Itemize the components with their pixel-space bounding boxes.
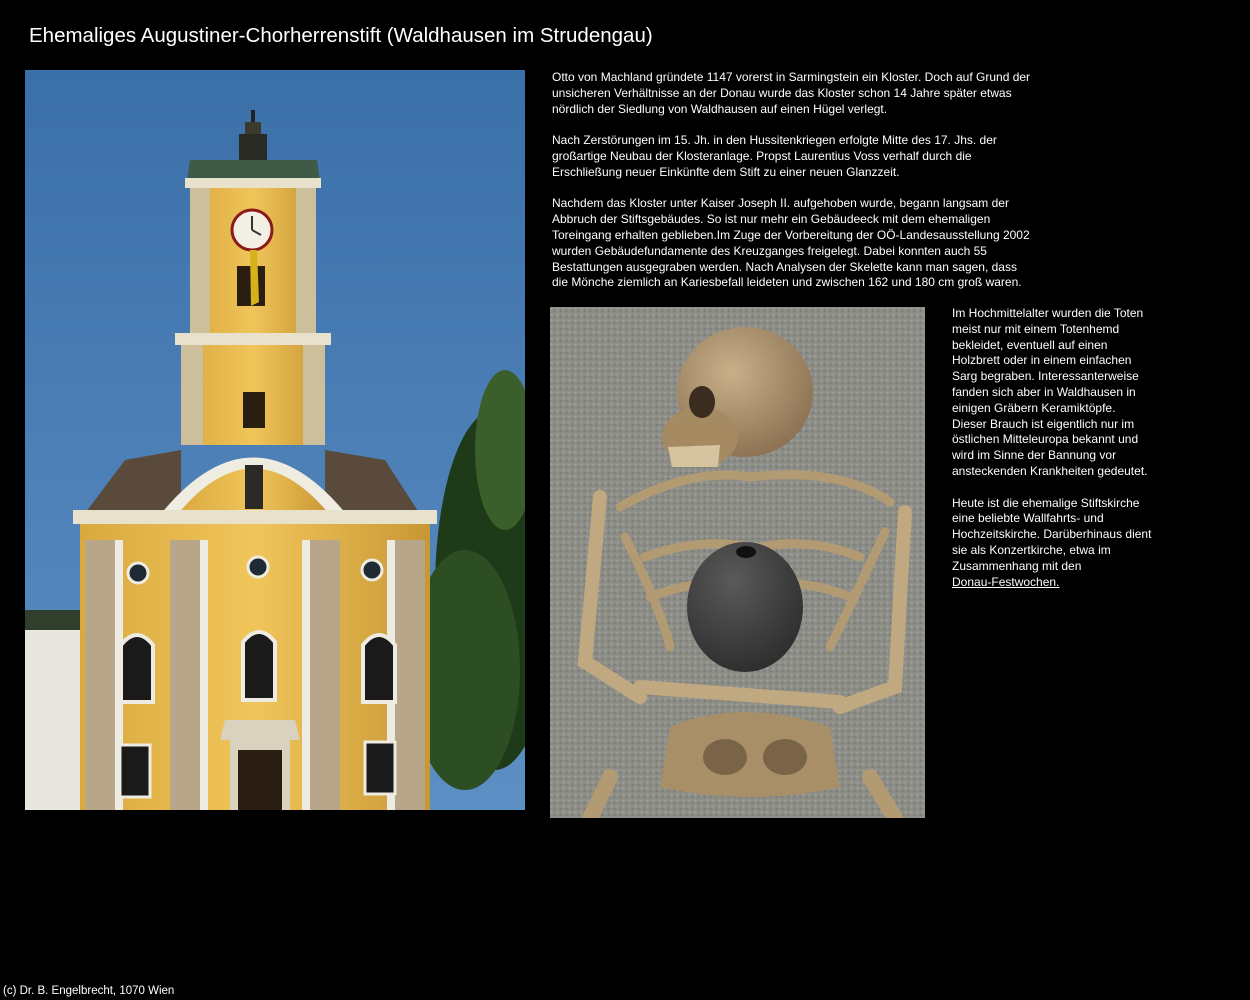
donau-festwochen-link[interactable]: Donau-Festwochen.	[952, 574, 1060, 589]
intro-text	[552, 70, 1032, 307]
intro-paragraph-3: Nachdem das Kloster unter Kaiser Joseph II. aufgehoben wurde, begann langsam der Abbruch der Stiftsgebäudes. So ist nur mehr ein Gebäudeeck mit dem ehemaligen Toreingang erhalten geblieben.Im Zuge der Vorbereitung der OÖ-Landesausstellung 2002 wurden Gebäudefundamente des Kreuzganges freigelegt. Dabei konnten auch 55 Bestattungen ausgegraben werden. Nach Analysen der Skelette kann man sagen, dass die Mönche ziemlich an Kariesbefall leideten und zwischen 162 und 180 cm groß waren.	[552, 196, 1030, 290]
intro-paragraph-1: Otto von Machland gründete 1147 vorerst in Sarmingstein ein Kloster. Doch auf Grund der unsicheren Verhältnisse an der Donau wurde das Kloster schon 14 Jahre später etwas nördlich der Siedlung von Waldhausen auf einen Hügel verlegt.	[552, 70, 1031, 116]
side-paragraph-1: Im Hochmittelalter wurden die Toten meist nur mit einem Totenhemd bekleidet, eventuell auf einen Holzbrett oder in einem einfachen Sarg begraben. Interessanterweise fanden sich aber in Waldhausen in einigen Gräbern Keramiktöpfe. Dieser Brauch ist eigentlich nur im östlichen Mitteleuropa bekannt und wird im Sinne der Bannung vor ansteckenden Krankheiten gedeutet.	[952, 306, 1148, 478]
side-paragraph-2	[952, 496, 1152, 591]
page-title: Ehemaliges Augustiner-Chorherrenstift (Waldhausen im Strudengau)	[29, 24, 653, 47]
copyright-notice: (c) Dr. B. Engelbrecht, 1070 Wien	[3, 985, 175, 997]
intro-paragraph-2: Nach Zerstörungen im 15. Jh. in den Hussitenkriegen erfolgte Mitte des 17. Jhs. der großartige Neubau der Klosteranlage. Propst Laurentius Voss verhalf durch die Erschließung neuer Einkünfte dem Stift zu einer neuen Glanzzeit.	[552, 133, 997, 179]
church-photo	[25, 70, 525, 810]
skeleton-photo	[550, 307, 925, 818]
side-paragraph-2-text: Heute ist die ehemalige Stiftskirche eine beliebte Wallfahrts- und Hochzeitskirche. Darüberhinaus dient sie als Konzertkirche, etwa im Zusammenhang mit den	[952, 495, 1152, 573]
side-text	[952, 306, 1152, 606]
